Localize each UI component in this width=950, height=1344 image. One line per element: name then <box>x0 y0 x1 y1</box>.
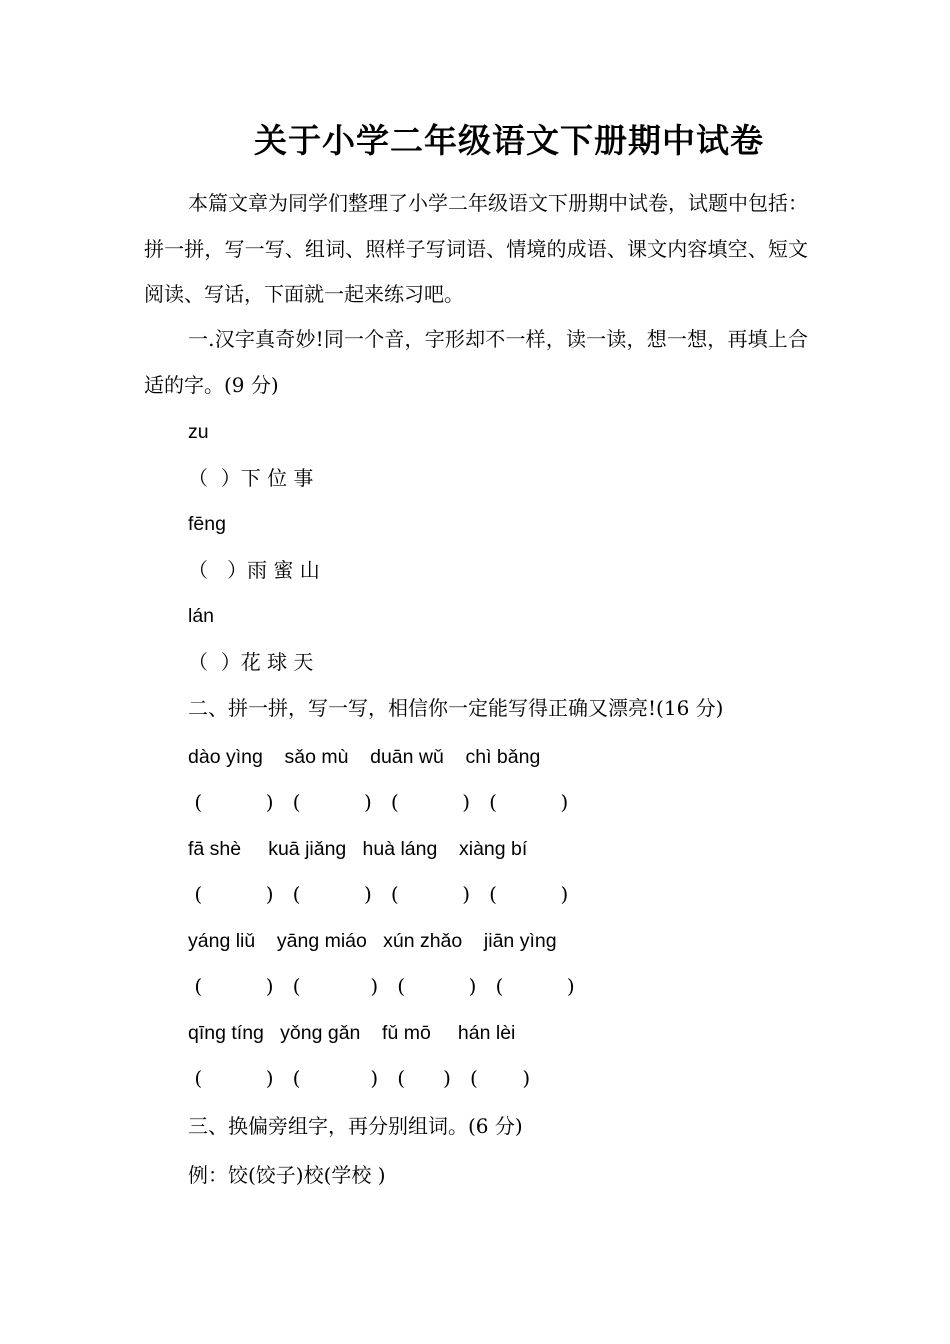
intro-paragraph: 本篇文章为同学们整理了小学二年级语文下册期中试卷，试题中包括：拼一拼，写一写、组词、照样子写词语、情境的成语、课文内容填空、短文阅读、写话，下面就一起来练习吧。 <box>144 191 808 306</box>
document-title: 关于小学二年级语文下册期中试卷 <box>254 121 764 160</box>
section2-heading: 二、拼一拼，写一写，相信你一定能写得正确又漂亮!(16 分) <box>188 696 724 720</box>
section2-row1-blanks: ( ) ( ) ( ) ( ) <box>188 790 569 814</box>
section1-group1-line: （ ）下 位 事 <box>188 466 314 490</box>
section2-row4-blanks: ( ) ( ) ( ) ( ) <box>188 1066 531 1090</box>
section2-row2-pinyin: fā shè kuā jiǎng huà láng xiàng bí <box>188 838 528 860</box>
section1-group3-pinyin: lán <box>188 605 215 627</box>
section1-group2-pinyin: fēng <box>188 513 226 535</box>
section2-row4-pinyin: qīng tíng yǒng gǎn fǔ mō hán lèi <box>188 1022 516 1044</box>
section1-group2-line: （ ）雨 蜜 山 <box>188 558 320 582</box>
section2-row2-blanks: ( ) ( ) ( ) ( ) <box>188 882 569 906</box>
section2-row1-pinyin: dào yìng sǎo mù duān wǔ chì bǎng <box>188 746 541 768</box>
section2-row3-pinyin: yáng liǔ yāng miáo xún zhǎo jiān yìng <box>188 930 557 952</box>
section3-example: 例：饺(饺子)校(学校 ) <box>188 1163 386 1187</box>
section3-heading: 三、换偏旁组字，再分别组词。(6 分) <box>188 1114 523 1138</box>
section1-group1-pinyin: zu <box>188 421 209 443</box>
section1-group3-line: （ ）花 球 天 <box>188 650 314 674</box>
section1-heading: 一.汉字真奇妙!同一个音，字形却不一样，读一读，想一想，再填上合适的字。(9 分) <box>144 327 808 397</box>
section2-row3-blanks: ( ) ( ) ( ) ( ) <box>188 974 575 998</box>
